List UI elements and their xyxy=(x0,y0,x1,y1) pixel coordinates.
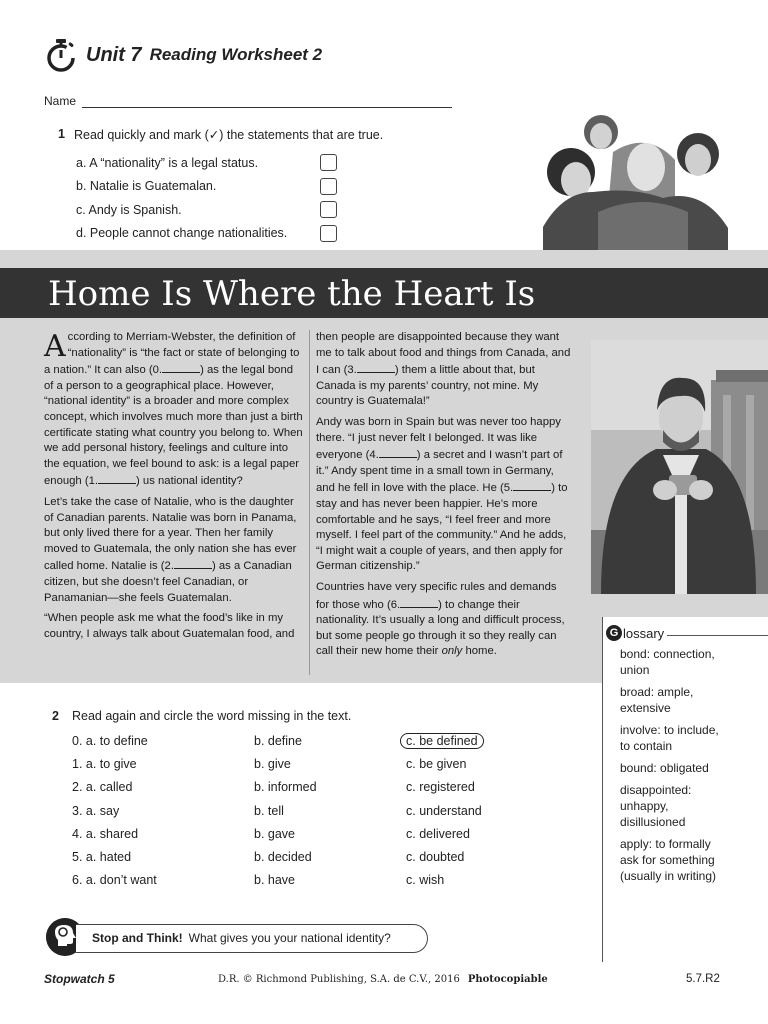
paragraph xyxy=(316,330,572,410)
glossary-entry: apply: to formally ask for something (usually in writing) xyxy=(602,835,728,889)
statement-item xyxy=(76,175,458,199)
exercise-number: 2 xyxy=(52,709,59,723)
option-a[interactable]: 6. a. don’t want xyxy=(72,873,157,888)
drop-cap: A xyxy=(44,329,66,364)
glossary-entry: involve: to include, to contain xyxy=(602,721,728,759)
glossary-box xyxy=(602,617,768,962)
option-b[interactable]: b. give xyxy=(254,756,291,771)
options-row xyxy=(72,752,566,775)
option-b[interactable]: b. informed xyxy=(254,780,317,795)
gap-blank[interactable] xyxy=(379,446,417,458)
photocopiable-label: Photocopiable xyxy=(467,974,548,985)
statement-item xyxy=(76,198,458,222)
option-c[interactable]: c. doubted xyxy=(406,850,465,865)
options-row xyxy=(72,776,566,799)
glossary-title-text: lossary xyxy=(623,625,665,641)
text-run: ) to stay and has never been happier. He’s more comfortable and he says, “I feel freer and more myself. I feel part of the community.” And he adds, “I might wait a couple of years, and then apply for German citizenship.” xyxy=(316,482,568,573)
text-run: Countries have very specific rules and demands for those who (6. xyxy=(316,580,557,611)
glossary-g-badge: G xyxy=(606,625,622,641)
options-row xyxy=(72,869,566,892)
text-run: ) to change their nationality. It’s usually a long and difficult process, but some people go through it so they really can call their new home their xyxy=(316,598,565,658)
copyright xyxy=(218,974,548,985)
statement-item xyxy=(76,222,458,246)
stopwatch-icon xyxy=(44,38,78,72)
paragraph xyxy=(316,415,572,575)
girls-photo xyxy=(543,112,728,268)
gap-blank[interactable] xyxy=(98,472,136,484)
glossary-list xyxy=(603,645,768,889)
option-c[interactable]: c. delivered xyxy=(406,826,470,841)
page-code: 5.7.R2 xyxy=(686,973,720,985)
glossary-entry: bound: obligated xyxy=(602,759,728,781)
series-logo: Stopwatch 5 xyxy=(44,972,115,986)
emphasis: only xyxy=(441,645,463,658)
exercise-number: 1 xyxy=(58,127,65,141)
paragraph: “When people ask me what the food’s like in my country, I always talk about Guatemalan food, and xyxy=(44,612,295,640)
stop-think-question: What gives you your national identity? xyxy=(188,931,391,945)
paragraph xyxy=(316,580,572,660)
checkbox[interactable] xyxy=(320,154,337,171)
glossary-title xyxy=(603,625,768,641)
statement-item xyxy=(76,151,458,175)
title-band xyxy=(0,250,768,268)
option-c[interactable]: c. be given xyxy=(406,756,467,771)
text-run: Let’s take the case of Natalie, who is the daughter of Canadian parents. Natalie was born in Panama, but only lived there for a year. Then her family moved to Guatemala, the only nation she has ever called home. Natalie is (2. xyxy=(44,495,297,573)
page-footer xyxy=(0,972,768,992)
text-run: ) as the legal bond of a person to a geographical place. However, “national identity” is a broader and more complex concept, which involves much more than just a birth certificate stating what country you belong to. When we add personal history, feelings and culture into the equation, we feel bound to ask: is a legal paper enough (1. xyxy=(44,364,303,488)
worksheet-subtitle: Reading Worksheet 2 xyxy=(149,45,323,64)
option-c[interactable]: c. registered xyxy=(406,780,475,795)
statement-text: c. Andy is Spanish. xyxy=(76,202,182,217)
option-b[interactable]: b. decided xyxy=(254,850,312,865)
exercise-2 xyxy=(52,709,592,892)
exercise-instruction: Read quickly and mark (✓) the statements that are true. xyxy=(74,128,384,142)
gap-blank[interactable] xyxy=(162,361,200,373)
options-row xyxy=(72,729,566,752)
column-divider xyxy=(309,330,310,675)
text-run: ccording to Merriam-Webster, the definition of “nationality” is “the fact or state of belonging to a nation.” It can also (0. xyxy=(44,331,300,377)
glossary-entry: disappointed: unhappy, disillusioned xyxy=(602,781,728,835)
text-run: ) as a Canadian citizen, but she doesn’t feel Canadian, or Panamanian—she feels Guatemalan. xyxy=(44,560,292,604)
text-run: home. xyxy=(465,645,497,658)
options-row xyxy=(72,822,566,845)
statement-text: a. A “nationality” is a legal status. xyxy=(76,155,259,170)
paragraph xyxy=(44,495,304,606)
checkbox[interactable] xyxy=(320,201,337,218)
name-label: Name xyxy=(44,94,77,108)
option-a[interactable]: 2. a. called xyxy=(72,780,133,795)
glossary-rule xyxy=(667,635,768,636)
stop-think-box xyxy=(76,924,428,953)
glossary-entry: bond: connection, union xyxy=(602,645,728,683)
options-row xyxy=(72,799,566,822)
option-a[interactable]: 5. a. hated xyxy=(72,850,132,865)
text-run: ) a secret and I wasn’t part of it.” Andy spent time in a small town in Germany, and he fell in love with the place. He (5. xyxy=(316,449,563,495)
checkbox[interactable] xyxy=(320,178,337,195)
gap-blank[interactable] xyxy=(174,557,212,569)
circled-answer: c. be defined xyxy=(400,733,484,749)
glossary-entry: broad: ample, extensive xyxy=(602,683,728,721)
option-c[interactable]: c. wish xyxy=(406,873,445,888)
option-c[interactable]: c. understand xyxy=(406,803,482,818)
option-a[interactable]: 1. a. to give xyxy=(72,756,137,771)
name-row xyxy=(44,94,452,108)
option-a[interactable]: 3. a. say xyxy=(72,803,120,818)
reading-title: Home Is Where the Heart Is xyxy=(0,268,768,318)
gap-blank[interactable] xyxy=(400,596,438,608)
option-a[interactable]: 0. a. to define xyxy=(72,733,148,748)
option-c[interactable] xyxy=(406,729,566,752)
name-field[interactable] xyxy=(82,96,452,108)
paragraph xyxy=(44,330,304,490)
text-run: then people are disappointed because they want me to talk about food and things from Canada, and I can (3. xyxy=(316,331,571,377)
options-row xyxy=(72,845,566,868)
option-b[interactable]: b. have xyxy=(254,873,296,888)
checkbox[interactable] xyxy=(320,225,337,242)
exercise-instruction: Read again and circle the word missing in the text. xyxy=(72,709,352,723)
statement-text: d. People cannot change nationalities. xyxy=(76,226,288,241)
text-column-2 xyxy=(316,330,572,665)
unit-title: Unit 7 xyxy=(86,43,142,66)
option-b[interactable]: b. gave xyxy=(254,826,296,841)
gap-blank[interactable] xyxy=(357,361,395,373)
options-table xyxy=(72,729,566,892)
option-b[interactable]: b. tell xyxy=(254,803,284,818)
option-a[interactable]: 4. a. shared xyxy=(72,826,139,841)
text-run: ) us national identity? xyxy=(136,475,243,488)
copyright-text: D.R. © Richmond Publishing, S.A. de C.V., 2016 xyxy=(218,974,460,985)
stop-and-think xyxy=(46,918,431,958)
text-run: Andy was born in Spain but was never too happy there. “I just never felt I belonged. It was like everyone (4. xyxy=(316,415,561,462)
text-column-1 xyxy=(44,330,304,647)
stop-think-label: Stop and Think! xyxy=(92,931,183,945)
exercise-1 xyxy=(58,127,458,245)
man-photo xyxy=(591,340,768,594)
statement-text: b. Natalie is Guatemalan. xyxy=(76,179,217,194)
gap-blank[interactable] xyxy=(513,479,551,491)
worksheet-header xyxy=(44,38,322,72)
option-b[interactable]: b. define xyxy=(254,733,302,748)
text-run: ) them a little about that, but Canada is my parents’ country, not mine. My country is Guatemala!” xyxy=(316,364,539,408)
